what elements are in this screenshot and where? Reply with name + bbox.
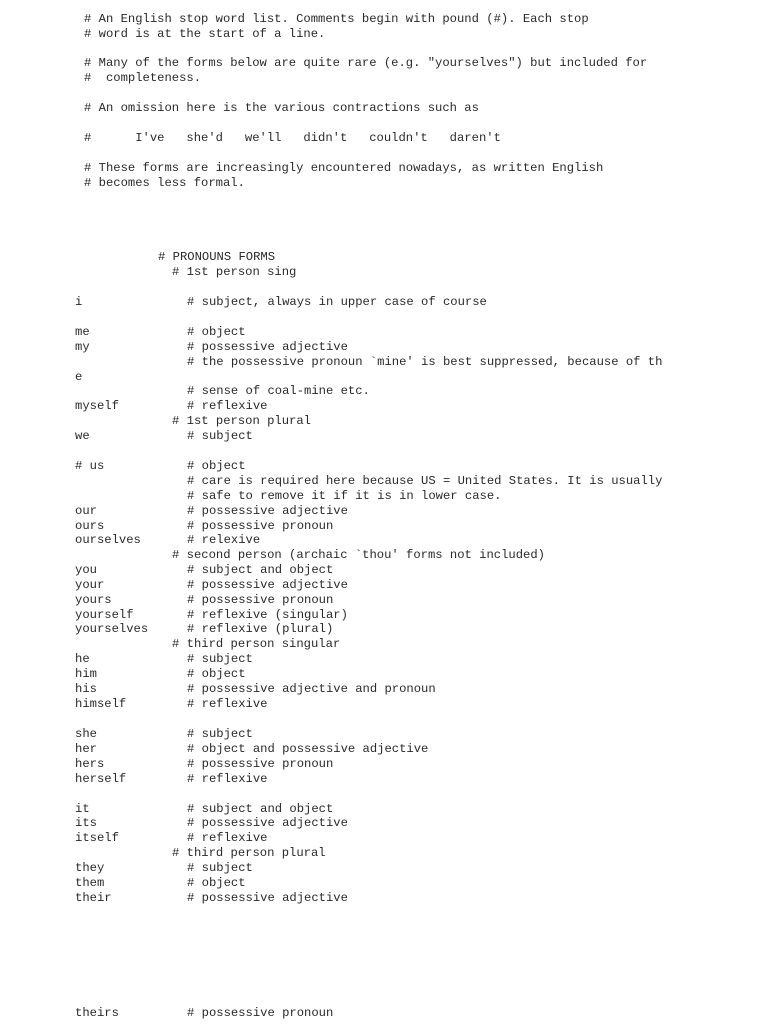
comment-he: # subject	[187, 652, 253, 666]
comment-i: # subject, always in upper case of course	[187, 295, 487, 309]
header-line-2: # word is at the start of a line.	[84, 27, 326, 41]
word-my: my	[75, 340, 90, 354]
comment-coal-mine: # sense of coal-mine etc.	[187, 384, 370, 398]
comment-itself: # reflexive	[187, 831, 268, 845]
word-me: me	[75, 325, 90, 339]
word-myself: myself	[75, 399, 119, 413]
header-line-4: # completeness.	[84, 71, 202, 85]
word-himself: himself	[75, 697, 127, 711]
header-line-7: # These forms are increasingly encountered nowadays, as written English	[84, 161, 604, 175]
comment-theirs: # possessive pronoun	[187, 1006, 334, 1020]
comment-myself: # reflexive	[187, 399, 268, 413]
comment-our: # possessive adjective	[187, 504, 348, 518]
comment-mine-note: # the possessive pronoun `mine' is best suppressed, because of th	[187, 355, 663, 369]
comment-hers: # possessive pronoun	[187, 757, 334, 771]
subheading-second-person: # second person (archaic `thou' forms not included)	[172, 548, 545, 562]
subheading-third-person-plural: # third person plural	[172, 846, 326, 860]
word-it: it	[75, 802, 90, 816]
word-herself: herself	[75, 772, 127, 786]
header-line-5: # An omission here is the various contractions such as	[84, 101, 479, 115]
word-itself: itself	[75, 831, 119, 845]
comment-your: # possessive adjective	[187, 578, 348, 592]
comment-us-note-1: # care is required here because US = United States. It is usually	[187, 474, 663, 488]
word-we: we	[75, 429, 90, 443]
comment-his: # possessive adjective and pronoun	[187, 682, 436, 696]
comment-they: # subject	[187, 861, 253, 875]
word-you: you	[75, 563, 97, 577]
word-theirs: theirs	[75, 1006, 119, 1020]
word-their: their	[75, 891, 112, 905]
word-she: she	[75, 727, 97, 741]
subheading-1st-person-plural: # 1st person plural	[172, 414, 311, 428]
header-line-6: # I've she'd we'll didn't couldn't daren't	[84, 131, 501, 145]
comment-her: # object and possessive adjective	[187, 742, 429, 756]
subheading-third-person-singular: # third person singular	[172, 637, 341, 651]
comment-its: # possessive adjective	[187, 816, 348, 830]
word-they: they	[75, 861, 105, 875]
word-he: he	[75, 652, 90, 666]
comment-you: # subject and object	[187, 563, 334, 577]
header-line-8: # becomes less formal.	[84, 176, 245, 190]
comment-me: # object	[187, 325, 246, 339]
word-ourselves: ourselves	[75, 533, 141, 547]
comment-their: # possessive adjective	[187, 891, 348, 905]
comment-them: # object	[187, 876, 246, 890]
comment-ourselves: # relexive	[187, 533, 261, 547]
comment-yourself: # reflexive (singular)	[187, 608, 348, 622]
comment-we: # subject	[187, 429, 253, 443]
word-our: our	[75, 504, 97, 518]
word-us: # us	[75, 459, 105, 473]
word-hers: hers	[75, 757, 105, 771]
comment-herself: # reflexive	[187, 772, 268, 786]
word-yourselves: yourselves	[75, 622, 149, 636]
comment-she: # subject	[187, 727, 253, 741]
word-your: your	[75, 578, 105, 592]
comment-himself: # reflexive	[187, 697, 268, 711]
comment-my: # possessive adjective	[187, 340, 348, 354]
word-him: him	[75, 667, 97, 681]
comment-it: # subject and object	[187, 802, 334, 816]
word-his: his	[75, 682, 97, 696]
word-yourself: yourself	[75, 608, 134, 622]
word-ours: ours	[75, 519, 105, 533]
word-yours: yours	[75, 593, 112, 607]
word-them: them	[75, 876, 105, 890]
comment-yours: # possessive pronoun	[187, 593, 334, 607]
header-line-1: # An English stop word list. Comments begin with pound (#). Each stop	[84, 12, 589, 26]
section-title: # PRONOUNS FORMS	[158, 250, 276, 264]
comment-him: # object	[187, 667, 246, 681]
comment-ours: # possessive pronoun	[187, 519, 334, 533]
comment-us: # object	[187, 459, 246, 473]
word-her: her	[75, 742, 97, 756]
header-line-3: # Many of the forms below are quite rare (e.g. "yourselves") but included for	[84, 56, 648, 70]
comment-yourselves: # reflexive (plural)	[187, 622, 334, 636]
subheading-1st-person-sing: # 1st person sing	[172, 265, 297, 279]
word-its: its	[75, 816, 97, 830]
comment-us-note-2: # safe to remove it if it is in lower case.	[187, 489, 502, 503]
word-e: e	[75, 370, 83, 384]
word-i: i	[75, 295, 83, 309]
